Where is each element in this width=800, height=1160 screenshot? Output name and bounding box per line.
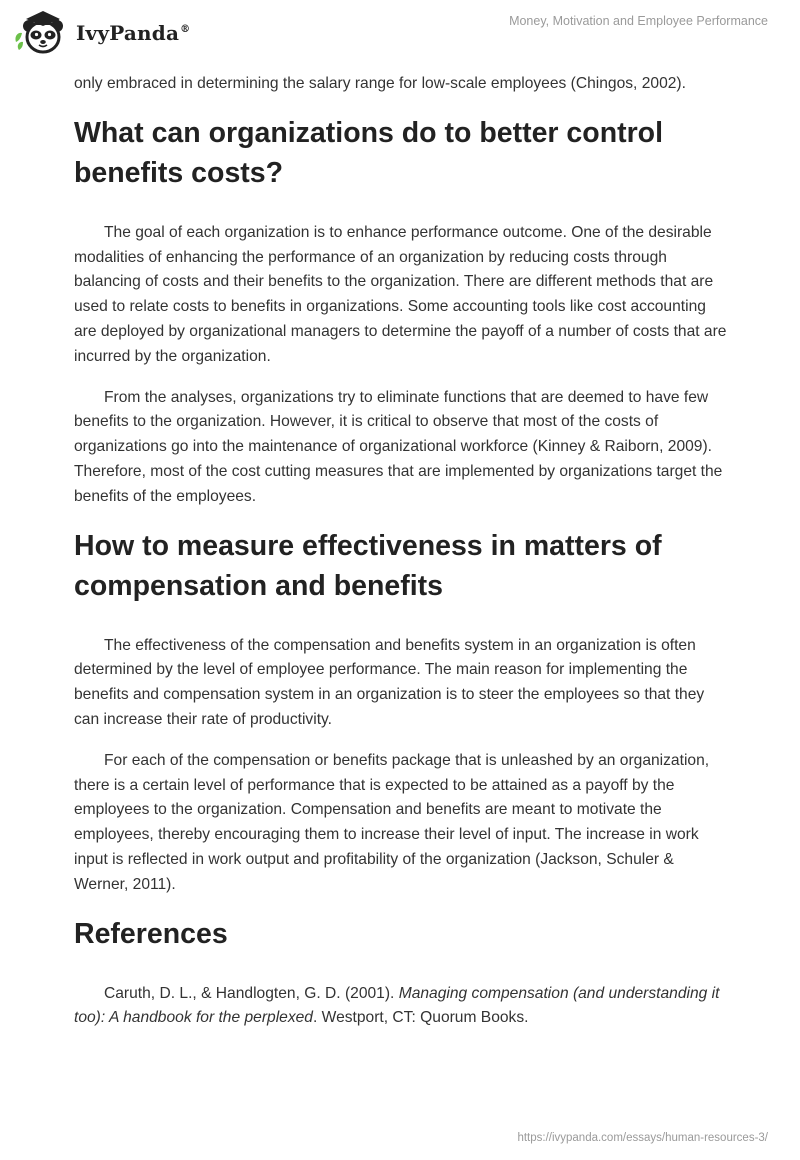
reference-publisher: . Westport, CT: Quorum Books.	[312, 1009, 529, 1027]
panda-logo-icon	[12, 6, 74, 58]
paragraph: The effectiveness of the compensation and benefits system in an organization is often determined by the level of employee performance. The main reason for implementing the benefits and compensation system in an organization is to steer the employees so that they can increase their rate of productivity.	[74, 636, 705, 728]
references-heading: References	[74, 917, 228, 950]
document-title: Money, Motivation and Employee Performance	[509, 14, 768, 28]
lead-paragraph: only embraced in determining the salary range for low-scale employees (Chingos, 2002).	[74, 75, 686, 92]
paragraph: The goal of each organization is to enhance performance outcome. One of the desirable modalities of enhancing the performance of an organization by reducing costs through balancing of costs and their benefits to the organization. There are different methods that are used to relate costs to benefits in organizations. Some accounting tools like cost accounting are deployed by organizational managers to determine the payoff of a number of costs that are incurred by the organization.	[74, 223, 727, 365]
section-heading-benefits-costs: What can organizations do to better control benefits costs?	[74, 116, 664, 189]
reference-entry	[74, 982, 730, 1032]
source-url-link[interactable]: https://ivypanda.com/essays/human-resources-3/	[517, 1132, 768, 1144]
page-header	[0, 0, 800, 64]
brand-logo[interactable]	[12, 6, 190, 58]
reference-title: Managing compensation (and understanding it too): A handbook for the perplexed	[74, 984, 720, 1027]
section-heading-effectiveness: How to measure effectiveness in matters of compensation and benefits	[74, 529, 662, 602]
reference-authors: Caruth, D. L., & Handlogten, G. D. (2001).	[104, 984, 399, 1002]
paragraph: For each of the compensation or benefits package that is unleashed by an organization, there is a certain level of performance that is expected to be attained as a payoff by the employees to the organization. Compensation and benefits are meant to motivate the employees, thereby encouraging them to increase their level of input. The increase in work input is reflected in work output and profitability of the organization (Jackson, Schuler & Werner, 2011).	[74, 751, 710, 893]
article-body	[74, 72, 730, 1047]
brand-name: IvyPanda®	[76, 21, 191, 45]
paragraph: From the analyses, organizations try to eliminate functions that are deemed to have few benefits to the organization. However, it is critical to observe that most of the costs of organizations go into the maintenance of organizational workforce (Kinney & Raiborn, 2009). Therefore, most of the cost cutting measures that are implemented by organizations target the benefits of the employees.	[74, 388, 723, 505]
